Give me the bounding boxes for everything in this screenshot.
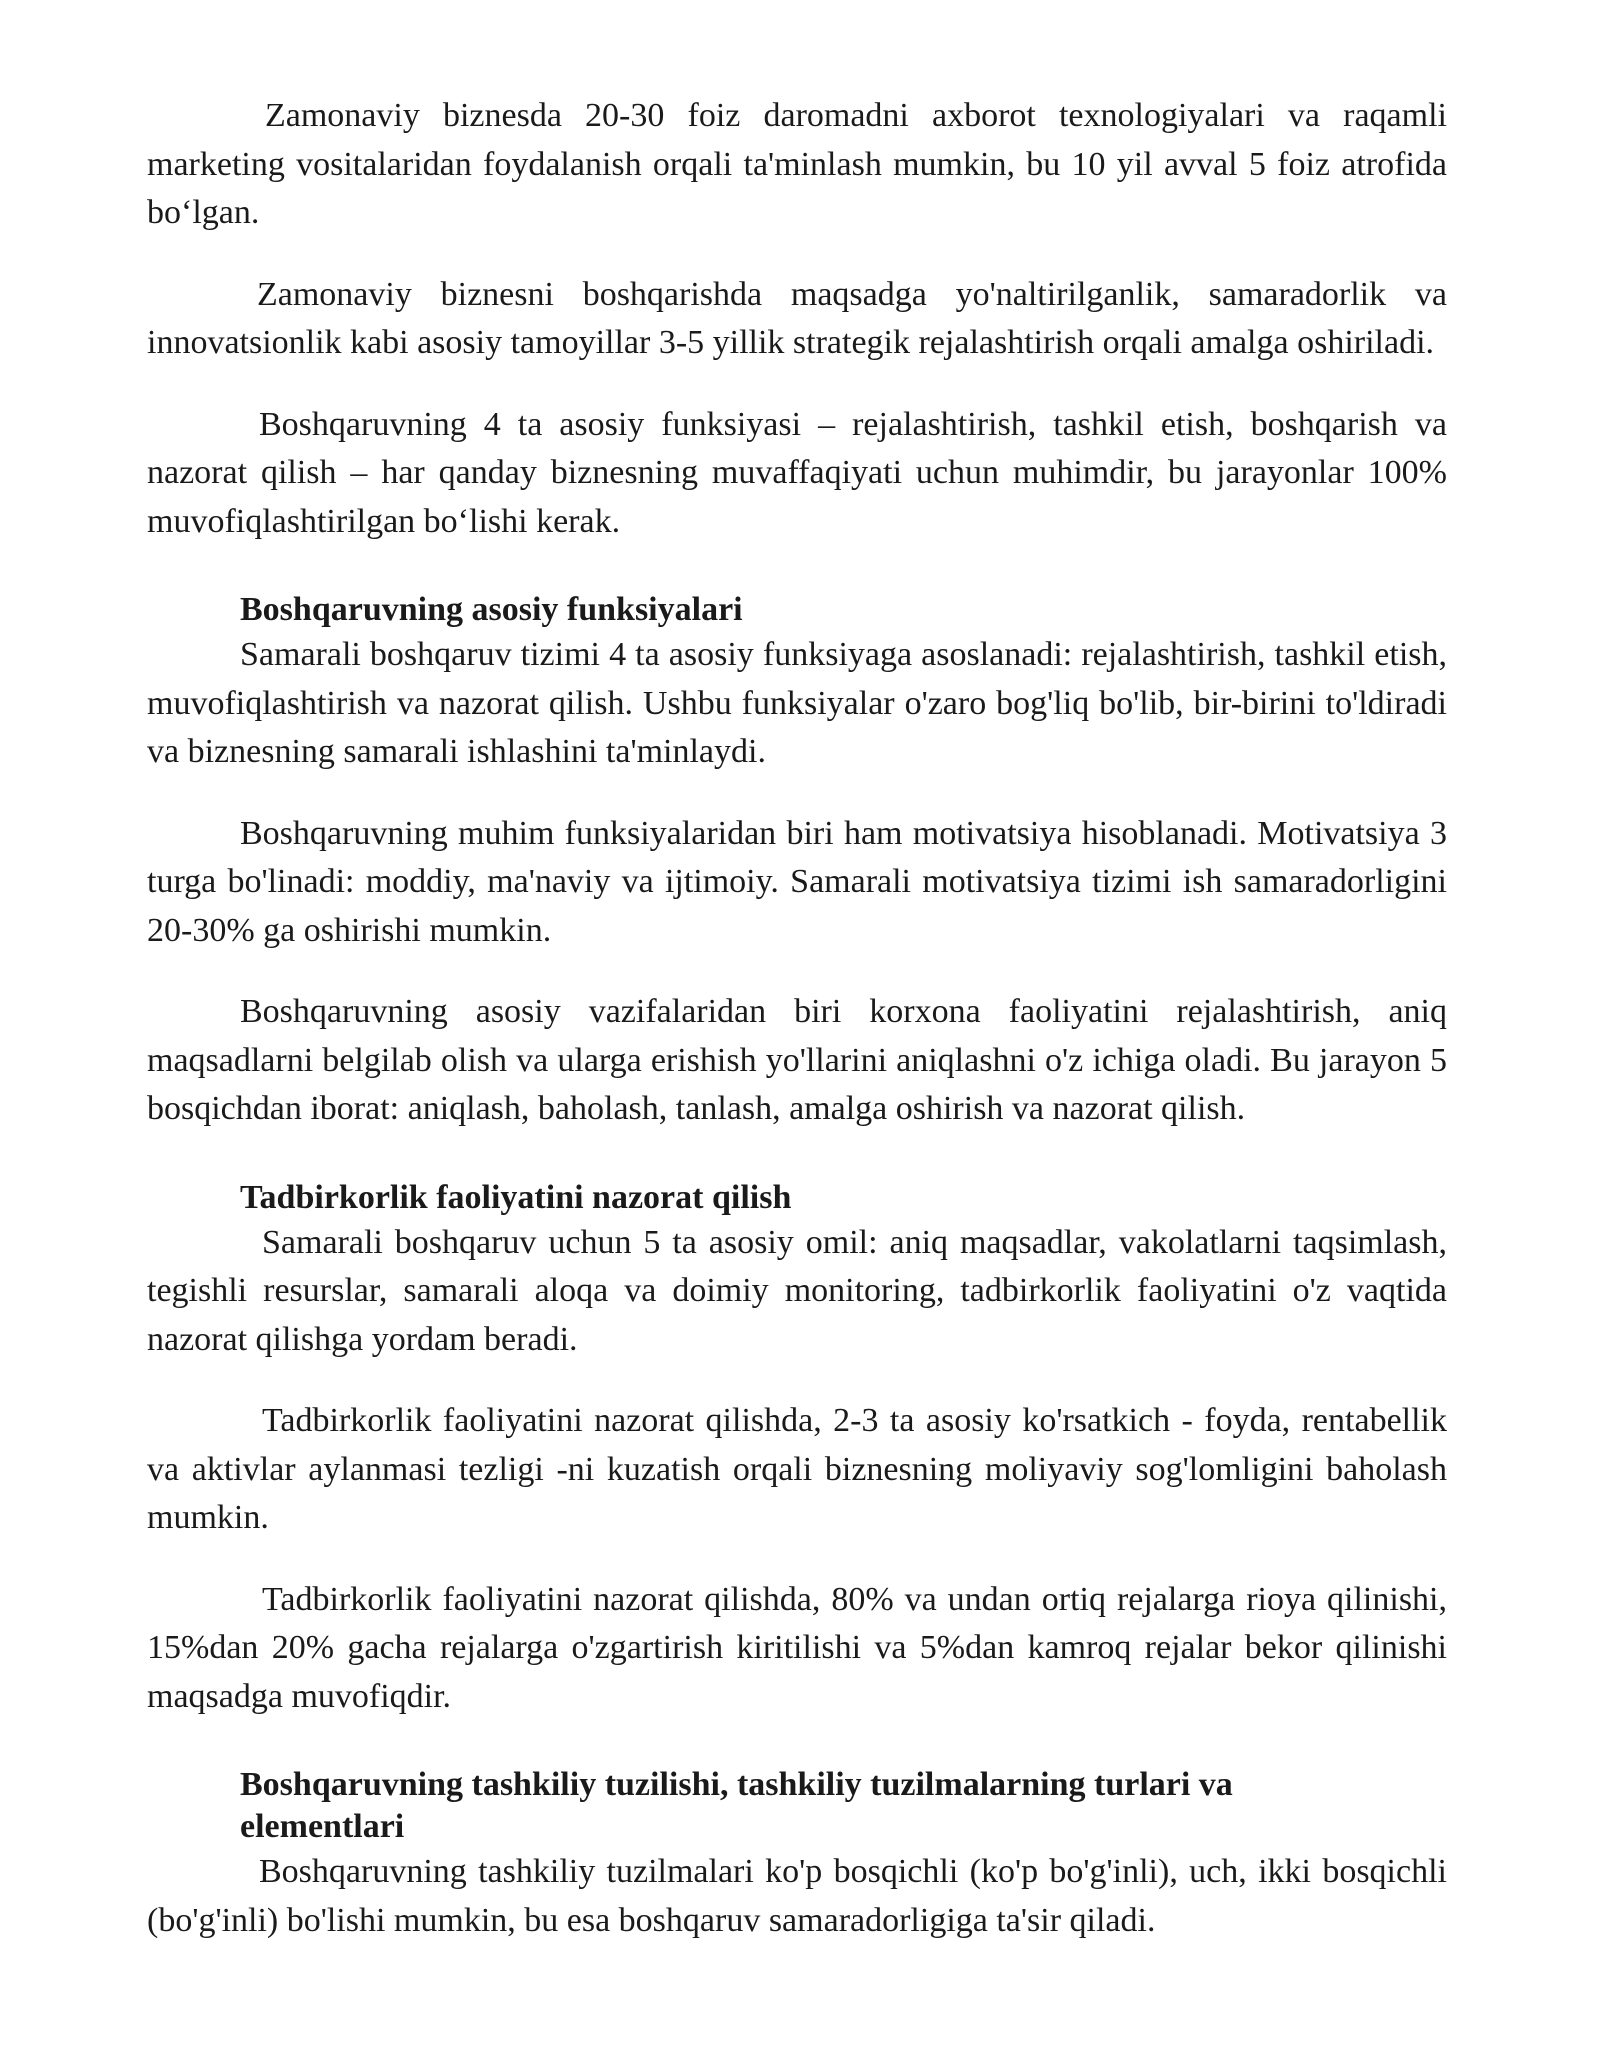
- paragraph-management-principles: Zamonaviy biznesni boshqarishda maqsadga yo'naltirilganlik, samaradorlik va innovatsionlik kabi asosiy tamoyillar 3-5 yillik strategik rejalashtirish orqali amalga oshiriladi.: [147, 275, 1447, 361]
- paragraph-it-revenue: Zamonaviy biznesda 20-30 foiz daromadni axborot texnologiyalari va raqamli marketing vositalaridan foydalanish orqali ta'minlash mumkin, bu 10 yil avval 5 foiz atrofida bo‘lgan.: [147, 97, 1447, 231]
- document-page: [147, 92, 1447, 1978]
- heading-business-control: Tadbirkorlik faoliyatini nazorat qilish: [240, 1178, 792, 1216]
- paragraph-five-factors: Samarali boshqaruv uchun 5 ta asosiy omil: aniq maqsadlar, vakolatlarni taqsimlash, tegishli resurslar, samarali aloqa va doimiy monitoring, tadbirkorlik faoliyatini o'z vaqtida nazorat qilishga yordam beradi.: [147, 1223, 1447, 1358]
- paragraph-plan-compliance: Tadbirkorlik faoliyatini nazorat qilishda, 80% va undan ortiq rejalarga rioya qilinishi, 15%dan 20% gacha rejalarga o'zgartirish kiritilishi va 5%dan kamroq rejalar bekor qilinishi maqsadga muvofiqdir.: [147, 1580, 1447, 1715]
- paragraph-structure-levels: Boshqaruvning tashkiliy tuzilmalari ko'p bosqichli (ko'p bo'g'inli), uch, ikki bosqichli (bo'g'inli) bo'lishi mumkin, bu esa boshqaruv samaradorligiga ta'sir qiladi.: [147, 1853, 1447, 1939]
- heading-main-functions: Boshqaruvning asosiy funksiyalari: [240, 591, 743, 628]
- paragraph-four-functions: Boshqaruvning 4 ta asosiy funksiyasi – rejalashtirish, tashkil etish, boshqarish va nazorat qilish – har qanday biznesning muvaffaqiyati uchun muhimdir, bu jarayonlar 100% muvofiqlashtirilgan bo‘lishi kerak.: [147, 405, 1447, 540]
- paragraph-effective-system: Samarali boshqaruv tizimi 4 ta asosiy funksiyaga asoslanadi: rejalashtirish, tashkil etish, muvofiqlashtirish va nazorat qilish. Ushbu funksiyalar o'zaro bog'liq bo'lib, bir-birini to'ldiradi va biznesning samarali ishlashini ta'minlaydi.: [147, 636, 1447, 770]
- paragraph-planning-stages: Boshqaruvning asosiy vazifalaridan biri korxona faoliyatini rejalashtirish, aniq maqsadlarni belgilab olish va ularga erishish yo'llarini aniqlashni o'z ichiga oladi. Bu jarayon 5 bosqichdan iborat: aniqlash, baholash, tanlash, amalga oshirish va nazorat qilish.: [147, 993, 1447, 1127]
- heading-organizational-structure: Boshqaruvning tashkiliy tuzilishi, tashkiliy tuzilmalarning turlari va elementlari: [240, 1766, 1233, 1845]
- paragraph-key-indicators: Tadbirkorlik faoliyatini nazorat qilishda, 2-3 ta asosiy ko'rsatkich - foyda, rentabellik va aktivlar aylanmasi tezligi -ni kuzatish orqali biznesning moliyaviy sog'lomligini baholash mumkin.: [147, 1402, 1447, 1536]
- paragraph-motivation: Boshqaruvning muhim funksiyalaridan biri ham motivatsiya hisoblanadi. Motivatsiya 3 turga bo'linadi: moddiy, ma'naviy va ijtimoiy. Samarali motivatsiya tizimi ish samaradorligini 20-30% ga oshirishi mumkin.: [147, 814, 1447, 949]
